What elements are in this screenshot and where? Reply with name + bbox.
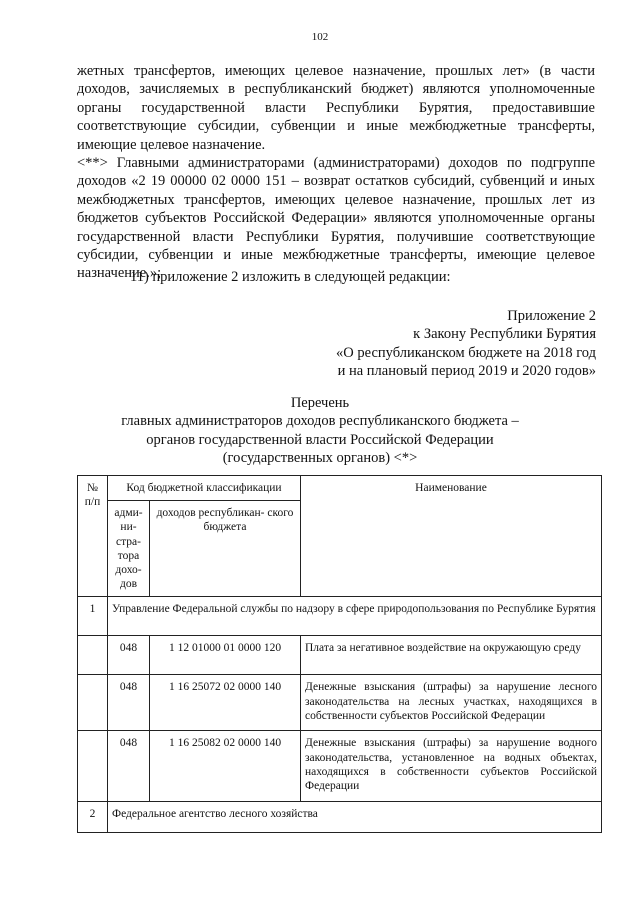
appendix-line: и на плановый период 2019 и 2020 годов» xyxy=(337,363,596,380)
income-name: Денежные взыскания (штрафы) за нарушение водного законодательства, установленное на водных объектах, находящихся в собственности субъектов Российской Федерации xyxy=(301,731,602,802)
org-name: Федеральное агентство лесного хозяйства xyxy=(108,802,602,833)
income-code: 1 16 25072 02 0000 140 xyxy=(150,675,301,731)
title-line: главных администраторов доходов республиканского бюджета – xyxy=(121,413,519,430)
income-code: 1 12 01000 01 0000 120 xyxy=(150,636,301,675)
empty-cell xyxy=(78,731,108,802)
appendix-line: к Закону Республики Бурятия xyxy=(413,326,596,343)
header-name: Наименование xyxy=(301,476,602,597)
income-name: Плата за негативное воздействие на окружающую среду xyxy=(301,636,602,675)
administrators-table xyxy=(77,475,602,833)
org-name: Управление Федеральной службы по надзору в сфере природопользования по Республике Бурятия xyxy=(108,597,602,636)
table-row xyxy=(78,731,602,802)
org-num: 2 xyxy=(78,802,108,833)
appendix-header xyxy=(336,307,596,381)
appendix-line: Приложение 2 xyxy=(507,308,596,324)
empty-cell xyxy=(78,675,108,731)
paragraph-amendment: 11) приложение 2 изложить в следующей редакции: xyxy=(130,269,451,285)
document-title xyxy=(0,394,640,468)
header-income: доходов республикан- ского бюджета xyxy=(150,501,301,597)
header-admin: адми- ни- стра- тора дохо- дов xyxy=(108,501,150,597)
title-line: органов государственной власти Российской Федерации xyxy=(146,431,494,448)
appendix-line: «О республиканском бюджете на 2018 год xyxy=(336,344,596,361)
income-code: 1 16 25082 02 0000 140 xyxy=(150,731,301,802)
page-number: 102 xyxy=(311,31,329,43)
paragraph-continuation: жетных трансфертов, имеющих целевое назначение, прошлых лет» (в части доходов, зачисляемых в республиканский бюджет) являются уполномоченные органы государственной власти Республики Бурятия, предоставившие соответствующие субсидии, субвенции и иные межбюджетные трансферты, имеющие целевое назначение. xyxy=(77,63,595,153)
table-header-row xyxy=(78,476,602,501)
table-row-org xyxy=(78,597,602,636)
empty-cell xyxy=(78,636,108,675)
admin-code: 048 xyxy=(108,636,150,675)
header-num: № п/п xyxy=(78,476,108,597)
admin-code: 048 xyxy=(108,675,150,731)
table-row xyxy=(78,636,602,675)
income-name: Денежные взыскания (штрафы) за нарушение лесного законодательства на лесных участках, находящихся в собственности субъектов Российской Федерации xyxy=(301,675,602,731)
title-line: Перечень xyxy=(290,395,350,411)
title-line: (государственных органов) <*> xyxy=(222,450,418,467)
table-row xyxy=(78,675,602,731)
header-code-group: Код бюджетной классификации xyxy=(108,476,301,501)
org-num: 1 xyxy=(78,597,108,636)
paragraph-footnote: <**> Главными администраторами (администраторами) доходов по подгруппе доходов «2 19 00000 02 0000 151 – возврат остатков субсидий, субвенций и иных межбюджетных трансфертов, имеющих целевое назначение, прошлых лет из бюджетов субъектов Российской Федерации» являются уполномоченные органы государственной власти Республики Бурятия, получившие соответствующие субсидии, субвенции и иные межбюджетные трансферты, имеющие целевое назначение.»; xyxy=(77,155,595,282)
admin-code: 048 xyxy=(108,731,150,802)
table-row-org xyxy=(78,802,602,833)
